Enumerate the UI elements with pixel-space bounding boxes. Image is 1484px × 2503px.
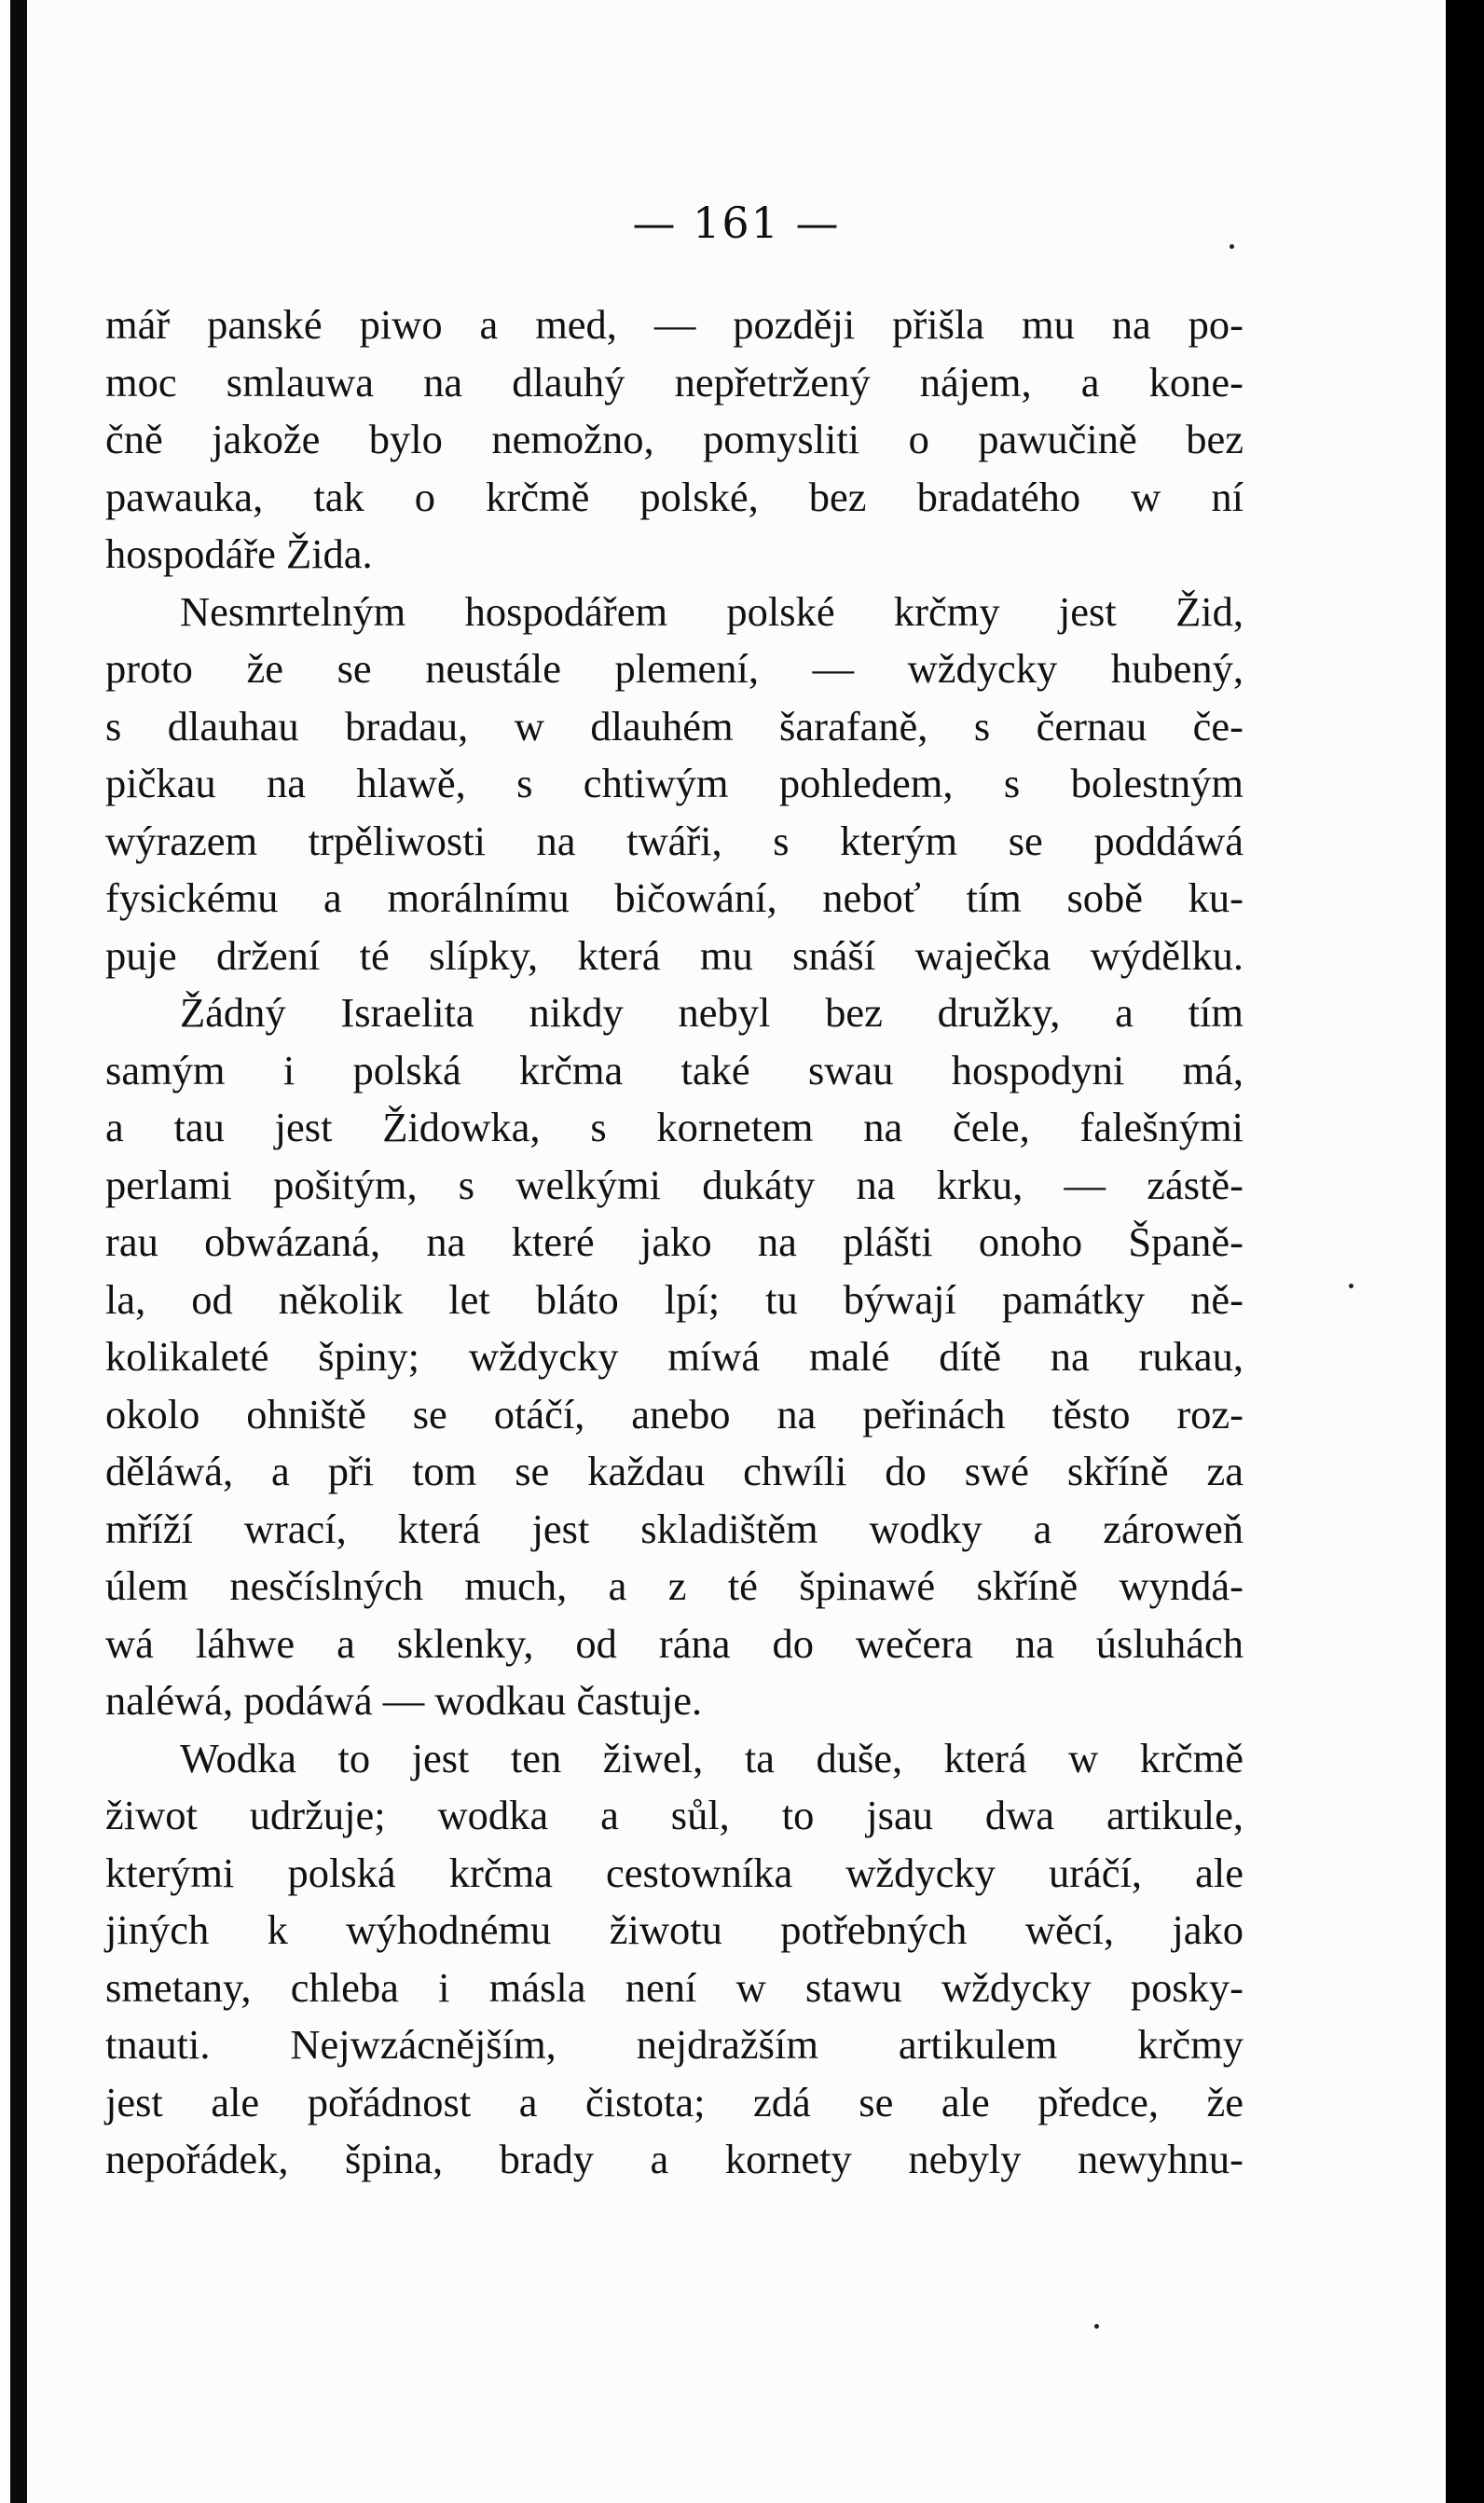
text-line: puje držení té slípky, která mu snáší waječka wýdělku.	[105, 931, 1244, 979]
text-line: nepořádek, špina, brady a kornety nebyly newyhnu-	[105, 2136, 1244, 2182]
text-line: Wodka to jest ten žiwel, ta duše, která w krčmě	[180, 1734, 1244, 1781]
facing-page-edge	[0, 0, 10, 2503]
text-line: smetany, chleba i másla není w stawu wždycky posky-	[105, 1963, 1244, 2011]
text-line: Nesmrtelným hospodářem polské krčmy jest Žid,	[180, 587, 1244, 635]
text-line: okolo ohniště se otáčí, anebo na peřinách těsto roz-	[105, 1390, 1244, 1437]
text-line: hospodáře Žida.	[105, 530, 373, 577]
text-line: děláwá, a při tom se každau chwíli do swé skříně za	[105, 1448, 1244, 1494]
text-line: jiných k wýhodnému žiwotu potřebných wěcí, jako	[105, 1906, 1244, 1953]
ink-speck	[1230, 244, 1234, 249]
text-line: mříží wrací, která jest skladištěm wodky a zároweň	[105, 1505, 1244, 1552]
text-line: kterými polská krčma cestowníka wždycky uráčí, ale	[105, 1849, 1244, 1896]
text-line: rau obwázaná, na které jako na plášti onoho Španě-	[105, 1218, 1244, 1265]
ink-speck	[1349, 1284, 1353, 1288]
text-line: naléwá, podáwá — wodkau častuje.	[105, 1677, 703, 1724]
text-line: jest ale pořádnost a čistota; zdá se ale předce, že	[105, 2078, 1244, 2125]
text-line: moc smlauwa na dlauhý nepřetržený nájem, a kone-	[105, 358, 1244, 406]
text-line: s dlauhau bradau, w dlauhém šarafaně, s černau če-	[105, 702, 1244, 750]
page-number: — 161 —	[632, 198, 841, 248]
text-line: úlem nesčíslných much, a z té špinawé skříně wyndá-	[105, 1562, 1244, 1609]
ink-speck	[1094, 2324, 1099, 2329]
text-line: žiwot udržuje; wodka a sůl, to jsau dwa artikule,	[105, 1792, 1244, 1838]
book-page	[27, 0, 1446, 2503]
text-line: Žádný Israelita nikdy nebyl bez družky, a tím	[180, 989, 1244, 1036]
text-line: la, od několik let bláto lpí; tu býwají památky ně-	[105, 1275, 1244, 1323]
text-line: a tau jest Židowka, s kornetem na čele, falešnými	[105, 1104, 1244, 1150]
text-line: fysickému a morálnímu bičowání, neboť tím sobě ku-	[105, 874, 1244, 921]
text-line: proto že se neustále plemení, — wždycky hubený,	[105, 645, 1244, 692]
text-line: pičkau na hlawě, s chtiwým pohledem, s bolestným	[105, 760, 1244, 806]
text-line: perlami pošitým, s welkými dukáty na krku, — zástě-	[105, 1161, 1244, 1208]
text-line: wá láhwe a sklenky, od rána do wečera na úsluhách	[105, 1619, 1244, 1667]
text-line: tnauti. Nejwzácnějším, nejdražším artikulem krčmy	[105, 2021, 1244, 2068]
text-line: čně jakože bylo nemožno, pomysliti o pawučině bez	[105, 416, 1244, 462]
text-line: mář panské piwo a med, — později přišla mu na po-	[105, 301, 1244, 348]
page-gutter	[10, 0, 27, 2503]
text-line: kolikaleté špiny; wždycky míwá malé dítě na rukau,	[105, 1333, 1244, 1380]
text-line: pawauka, tak o krčmě polské, bez bradatého w ní	[105, 473, 1244, 520]
text-line: samým i polská krčma také swau hospodyni má,	[105, 1046, 1244, 1093]
page-body-text	[105, 296, 1244, 2189]
text-line: wýrazem trpěliwosti na twáři, s kterým se poddáwá	[105, 817, 1244, 864]
